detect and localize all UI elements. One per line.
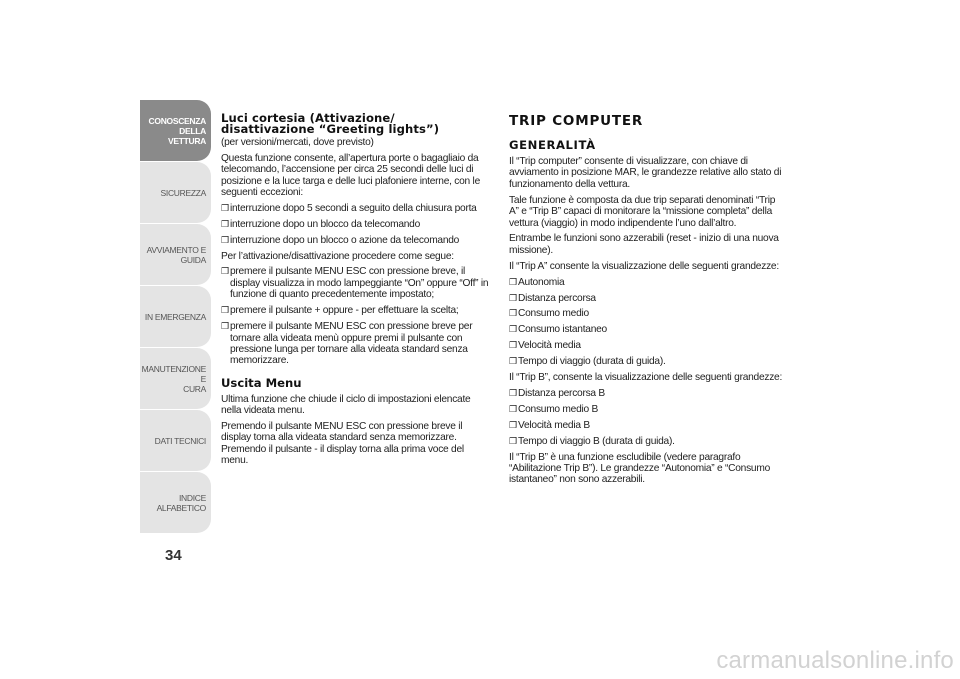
list-item: ❒Velocità media (509, 340, 581, 352)
trip-a-intro: Il “Trip A” consente la visualizzazione delle seguenti grandezze: (509, 260, 779, 272)
checkbox-bullet-icon: ❒ (221, 218, 229, 229)
list-item: ❒Consumo medio B (509, 403, 599, 415)
list-item: ❒Consumo istantaneo (509, 324, 607, 336)
tab-label: INDICE ALFABETICO (156, 492, 206, 513)
trip-a-list (509, 277, 784, 368)
checkbox-bullet-icon: ❒ (221, 202, 229, 213)
list-item: ❒premere il pulsante MENU ESC con pressione breve per tornare alla videata menù oppure premi il pulsante con pressione lunga per tornare alla videata standard senza memorizzare. (221, 321, 473, 367)
list-item: ❒interruzione dopo un blocco da telecomando (221, 218, 420, 230)
checkbox-bullet-icon: ❒ (509, 388, 517, 398)
tab-label: MANUTENZIONE E CURA (141, 363, 206, 394)
checkbox-bullet-icon: ❒ (509, 356, 517, 367)
checkbox-bullet-icon: ❒ (221, 266, 229, 277)
tab-label: IN EMERGENZA (144, 311, 206, 322)
tab-manutenzione-e-cura[interactable] (140, 348, 211, 409)
tab-sicurezza[interactable] (140, 162, 211, 223)
steps-list (221, 266, 493, 366)
paragraph-2: Tale funzione è composta da due trip separati denominati “Trip A” e “Trip B” capaci di monitorare la “missione completa” della vettura (viaggio) in modo indipendente l’uno dall’altro. (509, 194, 776, 229)
checkbox-bullet-icon: ❒ (509, 403, 517, 414)
page-number: 34 (165, 547, 182, 564)
availability-note: (per versioni/mercati, dove previsto) (221, 136, 374, 148)
exit-paragraph-1: Ultima funzione che chiude il ciclo di impostazioni elencate nella videata menu. (221, 393, 471, 417)
list-item: ❒Tempo di viaggio (durata di guida). (509, 356, 666, 368)
checkbox-bullet-icon: ❒ (509, 308, 517, 319)
trip-b-list (509, 388, 784, 447)
list-item: ❒Autonomia (509, 276, 565, 288)
checkbox-bullet-icon: ❒ (221, 321, 229, 332)
tab-label: SICUREZZA (160, 187, 206, 198)
list-item: ❒Tempo di viaggio B (durata di guida). (509, 435, 675, 447)
left-column (221, 113, 493, 471)
checkbox-bullet-icon: ❒ (509, 324, 517, 335)
right-column (509, 113, 784, 490)
checkbox-bullet-icon: ❒ (221, 234, 229, 245)
intro-paragraph: Questa funzione consente, all’apertura porte o bagagliaio da telecomando, l’accensione per circa 25 secondi delle luci di posizione e la luce targa e delle luci plafoniere interne, con le seguenti eccezioni: (221, 152, 480, 198)
tab-indice-alfabetico[interactable] (140, 472, 211, 533)
tab-conoscenza-della-vettura[interactable] (140, 100, 211, 161)
checkbox-bullet-icon: ❒ (509, 292, 517, 303)
watermark: carmanualsonline.info (716, 647, 954, 674)
paragraph-3: Entrambe le funzioni sono azzerabili (reset - inizio di una nuova missione). (509, 233, 779, 256)
list-item: ❒Consumo medio (509, 308, 589, 320)
exit-paragraph-2: Premendo il pulsante MENU ESC con pressione breve il display torna alla videata standard senza memorizzare. Premendo il pulsante - il display torna alla prima voce del menu. (221, 421, 464, 467)
exceptions-list (221, 203, 493, 246)
tab-avviamento-e-guida[interactable] (140, 224, 211, 285)
tab-label: CONOSCENZA DELLA VETTURA (148, 115, 206, 146)
final-paragraph: Il “Trip B” è una funzione escludibile (vedere paragrafo “Abilitazione Trip B”). Le grandezze “Autonomia” e “Consumo istantaneo” non sono azzerabili. (509, 451, 771, 486)
list-item: ❒premere il pulsante MENU ESC con pressione breve, il display visualizza in modo lampeggiante “On” oppure “Off” in funzione di quanto precedentemente impostato; (221, 266, 489, 301)
tab-dati-tecnici[interactable] (140, 410, 211, 471)
paragraph-1: Il “Trip computer” consente di visualizzare, con chiave di avviamento in posizione MAR, le grandezze relative allo stato di funzionamento della vettura. (509, 156, 782, 190)
list-item: ❒interruzione dopo 5 secondi a seguito della chiusura porta (221, 202, 477, 214)
procedure-intro: Per l’attivazione/disattivazione procedere come segue: (221, 250, 454, 262)
list-item: ❒Distanza percorsa (509, 292, 596, 304)
tab-label: AVVIAMENTO E GUIDA (146, 244, 206, 265)
checkbox-bullet-icon: ❒ (509, 419, 517, 430)
checkbox-bullet-icon: ❒ (221, 305, 229, 316)
checkbox-bullet-icon: ❒ (509, 340, 517, 351)
chapter-sidebar (140, 100, 211, 534)
list-item: ❒premere il pulsante + oppure - per effettuare la scelta; (221, 305, 459, 317)
section-heading-uscita-menu: Uscita Menu (221, 375, 302, 390)
section-heading-trip-computer: TRIP COMPUTER (509, 113, 644, 129)
tab-label: DATI TECNICI (154, 435, 206, 446)
checkbox-bullet-icon: ❒ (509, 276, 517, 287)
tab-in-emergenza[interactable] (140, 286, 211, 347)
checkbox-bullet-icon: ❒ (509, 435, 517, 446)
section-heading-greeting-lights: Luci cortesia (Attivazione/ disattivazione “Greeting lights”) (221, 111, 440, 137)
subheading-generalita: GENERALITÀ (509, 138, 596, 152)
trip-b-intro: Il “Trip B”, consente la visualizzazione delle seguenti grandezze: (509, 372, 783, 384)
list-item: ❒Velocità media B (509, 419, 590, 431)
list-item: ❒Distanza percorsa B (509, 388, 605, 399)
list-item: ❒interruzione dopo un blocco o azione da telecomando (221, 234, 460, 246)
